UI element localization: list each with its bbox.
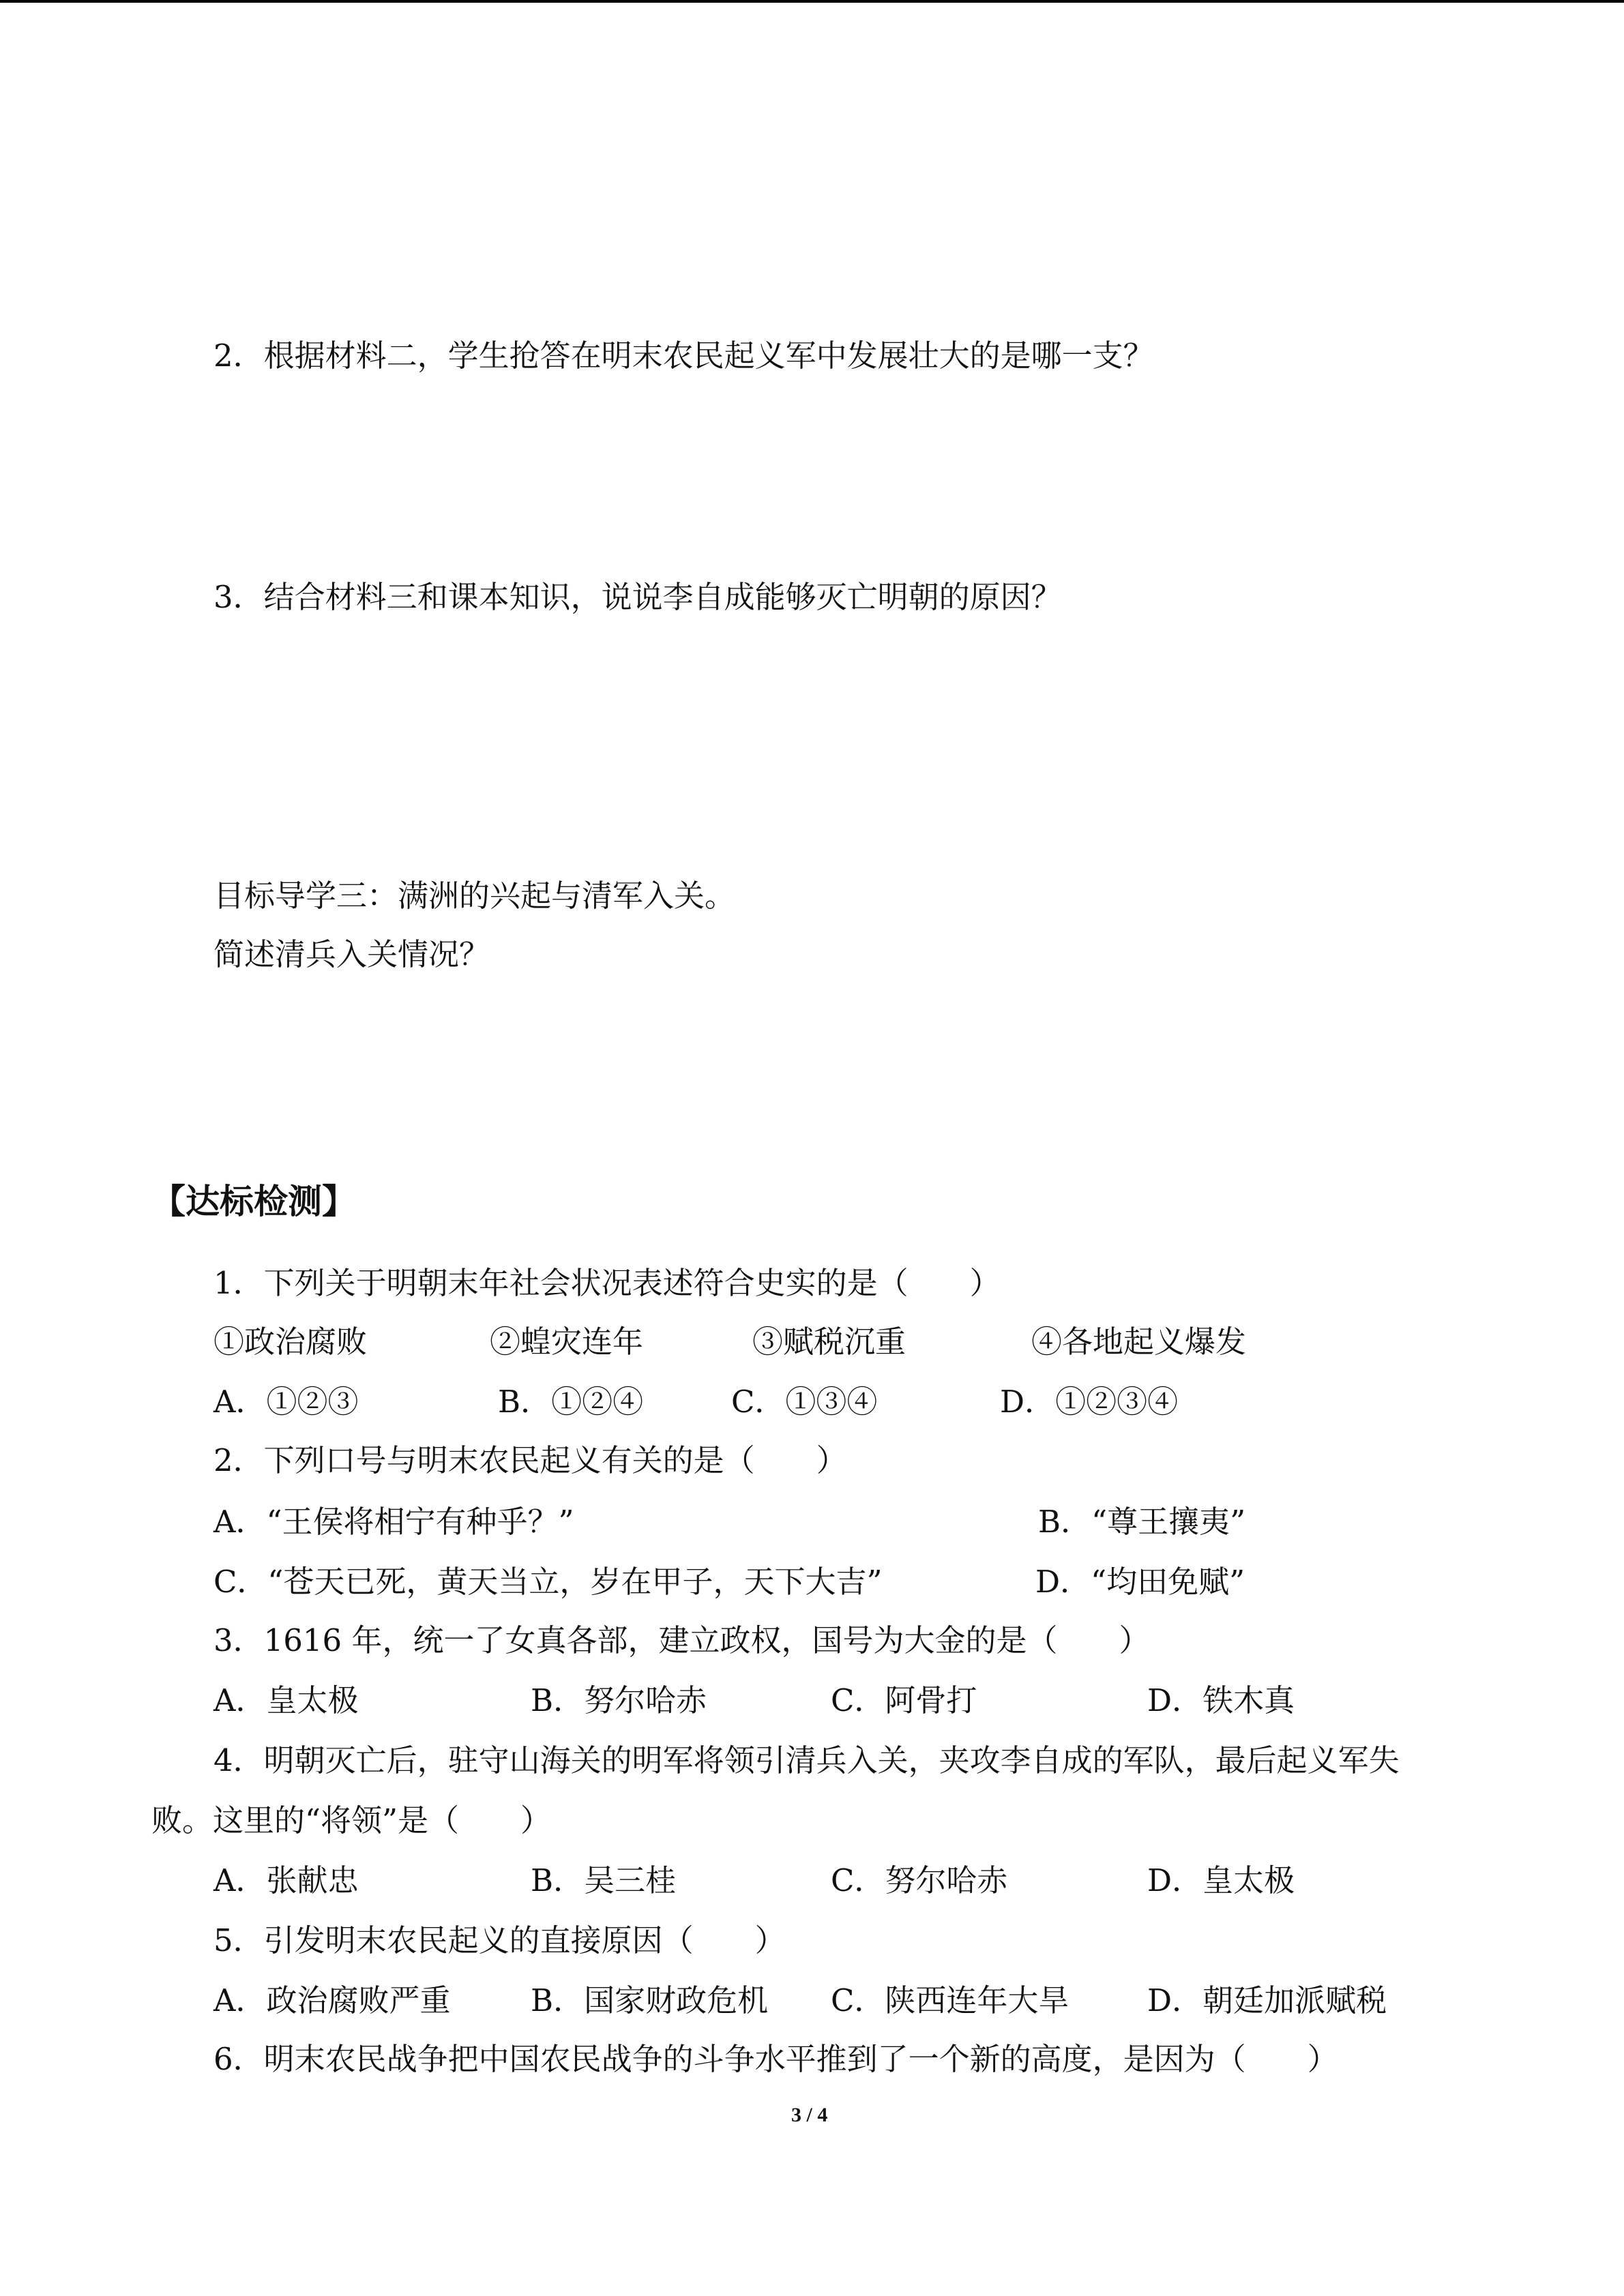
question-3-stem: 3．1616 年，统一了女真各部，建立政权，国号为大金的是（ ） [213,1622,1150,1658]
target-question: 简述清兵入关情况？ [213,936,490,972]
question-1-stem: 1．下列关于明朝末年社会状况表述符合史实的是（ ） [213,1265,1001,1301]
question-2-option: A．“王侯将相宁有种乎？” [213,1504,574,1540]
question-1-item: ③赋税沉重 [752,1324,906,1360]
question-4-option: A．张献忠 [213,1862,359,1898]
question-4-option: C．努尔哈赤 [831,1862,1008,1898]
question-4-option: B．吴三桂 [531,1862,677,1898]
question-1-option: A．①②③ [213,1384,359,1420]
question-1-option: D．①②③④ [1000,1384,1179,1420]
question-5-stem: 5．引发明末农民起义的直接原因（ ） [213,1922,786,1958]
page-number: 3 / 4 [791,2104,828,2126]
question-2-option: B．“尊王攘夷” [1038,1504,1246,1540]
question-2-option: D．“均田免赋” [1035,1564,1245,1600]
question-4-stem-line1: 4．明朝灭亡后，驻守山海关的明军将领引清兵入关，夹攻李自成的军队，最后起义军失 [213,1742,1400,1778]
guide-question-3: 3．结合材料三和课本知识，说说李自成能够灭亡明朝的原因？ [213,579,1062,615]
question-3-option: C．阿骨打 [831,1682,977,1718]
question-6-stem: 6．明末农民战争把中国农民战争的斗争水平推到了一个新的高度，是因为（ ） [213,2041,1338,2077]
question-2-stem: 2．下列口号与明末农民起义有关的是（ ） [213,1442,847,1478]
question-2-option: C．“苍天已死，黄天当立，岁在甲子，天下大吉” [213,1564,883,1600]
question-5-option: A．政治腐败严重 [213,1982,451,2018]
question-4-stem-line2: 败。这里的“将领”是（ ） [151,1802,552,1838]
target-heading-3: 目标导学三：满洲的兴起与清军入关。 [213,878,736,914]
question-3-option: B．努尔哈赤 [531,1682,707,1718]
question-1-item: ①政治腐败 [213,1324,368,1360]
question-1-item: ②蝗灾连年 [490,1324,644,1360]
question-3-option: D．铁木真 [1147,1682,1295,1718]
question-4-option: D．皇太极 [1147,1862,1295,1898]
question-5-option: C．陕西连年大旱 [831,1982,1069,2018]
question-5-option: D．朝廷加派赋税 [1147,1982,1387,2018]
section-heading: 【达标检测】 [151,1182,356,1221]
top-border-line [0,0,1624,3]
question-1-item: ④各地起义爆发 [1031,1324,1247,1360]
question-3-option: A．皇太极 [213,1682,359,1718]
question-1-option: B．①②④ [498,1384,644,1420]
question-5-option: B．国家财政危机 [531,1982,769,2018]
guide-question-2: 2．根据材料二，学生抢答在明末农民起义军中发展壮大的是哪一支？ [213,338,1154,374]
question-1-option: C．①③④ [731,1384,878,1420]
